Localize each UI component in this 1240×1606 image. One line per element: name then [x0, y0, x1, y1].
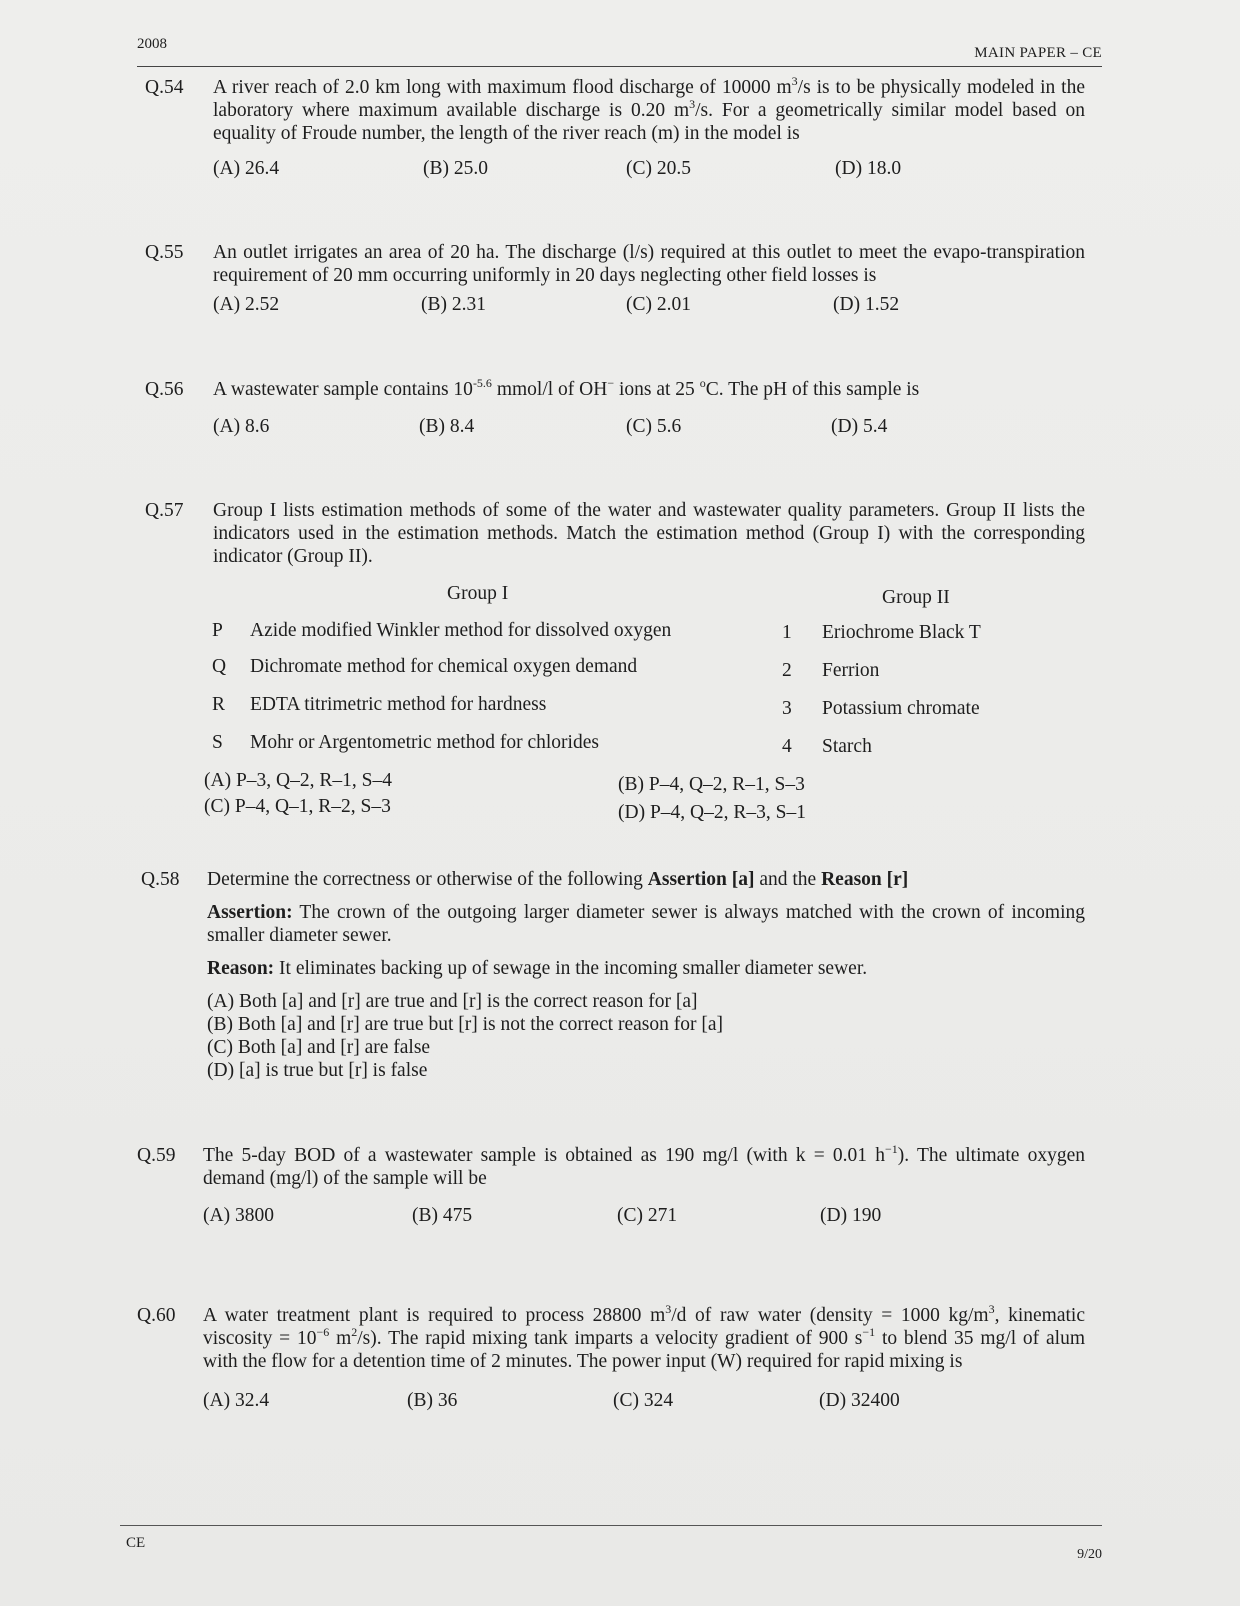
group-2-key-1: 1 [782, 622, 792, 643]
q57-option-b[interactable]: (B) P–4, Q–2, R–1, S–3 [618, 774, 805, 795]
question-number: Q.58 [141, 869, 180, 890]
group-1-label-s: Mohr or Argentometric method for chlorides [250, 732, 599, 753]
answer-options [203, 1204, 1085, 1228]
question-55 [145, 241, 1085, 317]
group-2-key-3: 3 [782, 698, 792, 719]
option-c[interactable]: (C) 20.5 [626, 158, 691, 179]
group-2-key-2: 2 [782, 660, 792, 681]
question-text: A river reach of 2.0 km long with maximum flood discharge of 10000 $m^3/s$ is to be physically modeled in the laboratory where maximum available discharge is 0.20 $m^3/s$. For a geometrically similar model based on equality of Froude number, the length of the river reach (m) in the model is [213, 73, 1085, 144]
question-text: A water treatment plant is required to process 28800 $m^3/d$ of raw water (density = 1000 $kg/m^3$, kinematic viscosity = $10^{-6}$ $m^2/s$). The rapid mixing tank imparts a velocity gradient of 900 $s^{-1}$ to blend 35 mg/l of alum with the flow for a detention time of 2 minutes. The power input (W) required for rapid mixing is [203, 1301, 1085, 1372]
group-1-key-p: P [212, 620, 223, 641]
option-b[interactable]: (B) 475 [412, 1205, 473, 1226]
reason-statement: Reason: It eliminates backing up of sewage in the incoming smaller diameter sewer. [207, 958, 868, 979]
option-d[interactable]: (D) 18.0 [835, 158, 902, 179]
group-1-label-p: Azide modified Winkler method for dissolved oxygen [250, 620, 672, 641]
footer-paper-code: CE [126, 1535, 146, 1551]
assertion-statement: Assertion: The crown of the outgoing larger diameter sewer is always matched with the crown of incoming smaller diameter sewer. [207, 902, 1085, 946]
question-text: The 5-day BOD of a wastewater sample is obtained as 190 mg/l (with k = 0.01 $h^{-1}$). The ultimate oxygen demand (mg/l) of the sample will be [203, 1141, 1085, 1189]
group-1-label-r: EDTA titrimetric method for hardness [250, 694, 547, 715]
group-2-label-2: Ferrion [822, 660, 880, 681]
header-divider [137, 66, 1102, 67]
q57-option-a[interactable]: (A) P–3, Q–2, R–1, S–4 [204, 770, 392, 791]
option-a[interactable]: (A) Both [a] and [r] are true and [r] is the correct reason for [a] [207, 991, 698, 1012]
option-c[interactable]: (C) 271 [617, 1205, 678, 1226]
question-number: Q.56 [145, 379, 184, 400]
option-b[interactable]: (B) Both [a] and [r] are true but [r] is not the correct reason for [a] [207, 1014, 723, 1035]
question-60 [137, 1301, 1085, 1413]
question-57 [145, 499, 1085, 568]
answer-options [213, 293, 1085, 317]
group-2-title: Group II [882, 587, 950, 608]
group-2-label-1: Eriochrome Black T [822, 622, 981, 643]
option-b[interactable]: (B) 36 [407, 1390, 458, 1411]
footer-divider [120, 1525, 1102, 1526]
footer-page-number: 9/20 [1077, 1547, 1102, 1562]
question-number: Q.54 [145, 77, 184, 98]
question-text: A wastewater sample contains $10^{-5.6}$ mmol/l of OH− ions at 25 $^o$C. The pH of this sample is [213, 375, 920, 400]
question-58 [141, 868, 1085, 1082]
option-a[interactable]: (A) 8.6 [213, 416, 270, 437]
question-text: An outlet irrigates an area of 20 ha. The discharge (l/s) required at this outlet to meet the evapo-transpiration requirement of 20 mm occurring uniformly in 20 days neglecting other field losses is [213, 242, 1085, 286]
option-b[interactable]: (B) 2.31 [421, 294, 486, 315]
question-54 [145, 73, 1085, 181]
option-a[interactable]: (A) 32.4 [203, 1390, 270, 1411]
answer-options [145, 990, 1085, 1082]
group-1-label-q: Dichromate method for chemical oxygen demand [250, 656, 638, 677]
group-1-key-s: S [212, 732, 223, 753]
q57-option-c[interactable]: (C) P–4, Q–1, R–2, S–3 [204, 796, 391, 817]
header-year: 2008 [137, 36, 167, 52]
answer-options [213, 415, 1085, 439]
group-2-label-4: Starch [822, 736, 872, 757]
option-c[interactable]: (C) 324 [613, 1390, 674, 1411]
option-d[interactable]: (D) [a] is true but [r] is false [207, 1060, 428, 1081]
group-1-key-r: R [212, 694, 226, 715]
question-number: Q.55 [145, 242, 184, 263]
option-c[interactable]: (C) 2.01 [626, 294, 691, 315]
option-b[interactable]: (B) 25.0 [423, 158, 488, 179]
option-c[interactable]: (C) Both [a] and [r] are false [207, 1037, 431, 1058]
q57-option-d[interactable]: (D) P–4, Q–2, R–3, S–1 [618, 802, 806, 823]
question-text: Determine the correctness or otherwise of the following Assertion [a] and the Reason [r] [207, 869, 909, 890]
option-d[interactable]: (D) 190 [820, 1205, 882, 1226]
option-a[interactable]: (A) 3800 [203, 1205, 274, 1226]
question-56 [145, 375, 1085, 439]
answer-options [213, 157, 1085, 181]
option-b[interactable]: (B) 8.4 [419, 416, 475, 437]
option-a[interactable]: (A) 2.52 [213, 294, 280, 315]
option-d[interactable]: (D) 32400 [819, 1390, 900, 1411]
option-d[interactable]: (D) 1.52 [833, 294, 900, 315]
answer-options [203, 1389, 1085, 1413]
question-59 [137, 1141, 1085, 1228]
question-number: Q.59 [137, 1145, 176, 1166]
group-2-key-4: 4 [782, 736, 792, 757]
question-number: Q.57 [145, 500, 184, 521]
group-1-title: Group I [447, 583, 509, 604]
header-paper-title: MAIN PAPER – CE [974, 45, 1102, 61]
option-a[interactable]: (A) 26.4 [213, 158, 280, 179]
option-d[interactable]: (D) 5.4 [831, 416, 888, 437]
question-number: Q.60 [137, 1305, 176, 1326]
option-c[interactable]: (C) 5.6 [626, 416, 682, 437]
group-2-label-3: Potassium chromate [822, 698, 980, 719]
group-1-key-q: Q [212, 656, 227, 677]
question-text: Group I lists estimation methods of some of the water and wastewater quality parameters. Group II lists the indicators used in the estimation methods. Match the estimation method (Group I) with the corresponding indicator (Group II). [213, 500, 1085, 567]
